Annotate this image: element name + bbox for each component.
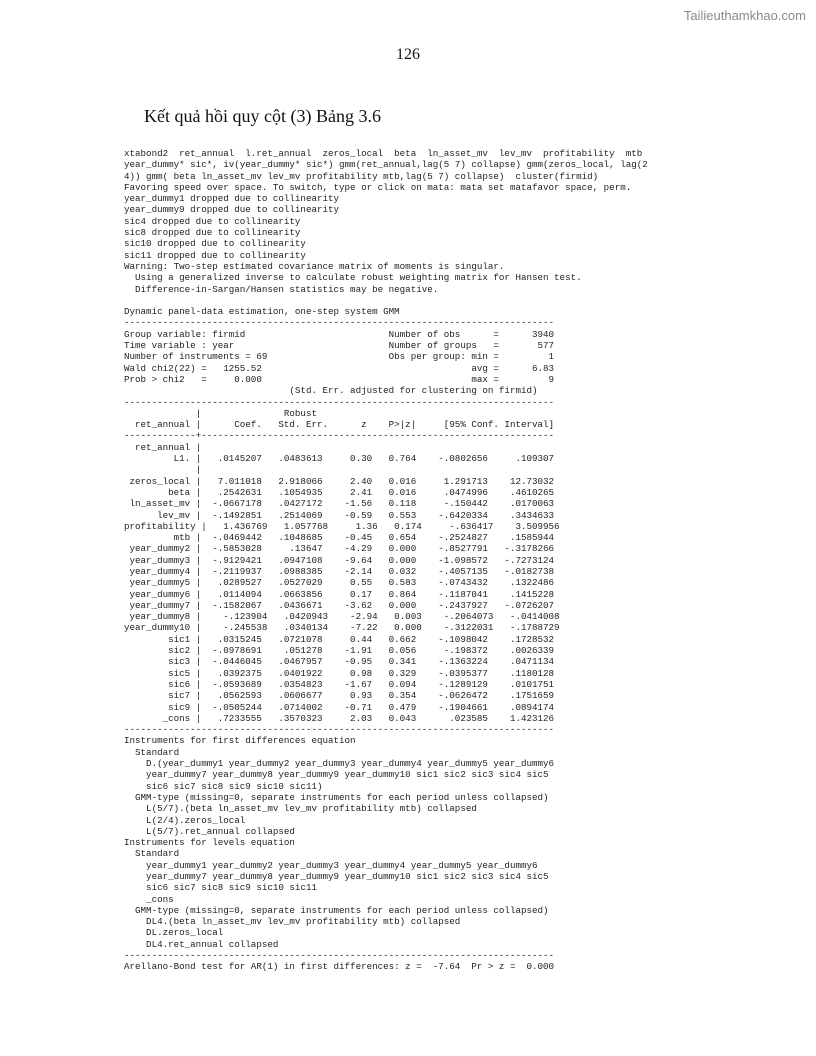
output-line: year_dummy1 dropped due to collinearity [124, 193, 340, 205]
output-line: year_dummy6 | .0114094 .0663856 0.17 0.864 -.1187041 .1415228 [124, 588, 555, 600]
output-line: sic10 dropped due to collinearity [124, 238, 306, 250]
output-line: sic6 | -.0593689 .0354823 -1.67 0.094 -.1289129 .0101751 [124, 678, 555, 690]
output-line: (Std. Err. adjusted for clustering on firmid) [124, 385, 538, 397]
output-line: lev_mv | -.1492851 .2514069 -0.59 0.553 -.6420334 .3434633 [124, 509, 555, 521]
output-line: year_dummy7 year_dummy8 year_dummy9 year_dummy10 sic1 sic2 sic3 sic4 sic5 [124, 769, 549, 781]
output-line: year_dummy8 | -.123904 .0420943 -2.94 0.003 -.2064073 -.0414008 [124, 611, 560, 623]
output-line: mtb | -.0469442 .1048685 -0.45 0.654 -.2524827 .1585944 [124, 532, 555, 544]
output-line: Standard [124, 746, 180, 758]
output-line: Time variable : year Number of groups = 577 [124, 340, 555, 352]
output-line: DL.zeros_local [124, 927, 224, 939]
output-line: -------------+---------------------------------------------------------------- [124, 430, 555, 442]
output-line: year_dummy5 | .0289527 .0527029 0.55 0.583 -.0743432 .1322486 [124, 577, 555, 589]
output-line: sic6 sic7 sic8 sic9 sic10 sic11 [124, 882, 317, 894]
output-line: year_dummy9 dropped due to collinearity [124, 204, 340, 216]
output-line [124, 295, 604, 306]
output-line: GMM-type (missing=0, separate instruments for each period unless collapsed) [124, 791, 549, 803]
output-line: sic1 | .0315245 .0721078 0.44 0.662 -.1098042 .1728532 [124, 633, 555, 645]
output-line: sic8 dropped due to collinearity [124, 227, 301, 239]
watermark: Tailieuthamkhao.com [683, 8, 806, 23]
output-line: ------------------------------------------------------------------------------ [124, 317, 555, 329]
output-line: GMM-type (missing=0, separate instruments for each period unless collapsed) [124, 904, 549, 916]
output-line: Dynamic panel-data estimation, one-step system GMM [124, 306, 400, 318]
output-line: year_dummy* sic*, iv(year_dummy* sic*) gmm(ret_annual,lag(5 7) collapse) gmm(zeros_local, lag(2 [124, 159, 648, 171]
output-line: year_dummy4 | -.2119937 .0988385 -2.14 0.032 -.4057135 -.0182738 [124, 565, 555, 577]
output-line: year_dummy2 | -.5853028 .13647 -4.29 0.000 -.8527791 -.3178266 [124, 543, 555, 555]
stata-output [124, 148, 648, 973]
output-line: xtabond2 ret_annual l.ret_annual zeros_local beta ln_asset_mv lev_mv profitability mtb [124, 148, 643, 159]
output-line: Prob > chi2 = 0.000 max = 9 [124, 373, 555, 385]
page-number: 126 [396, 46, 420, 63]
output-line: ------------------------------------------------------------------------------ [124, 724, 555, 736]
output-line: Instruments for levels equation [124, 837, 295, 849]
output-line: year_dummy7 year_dummy8 year_dummy9 year_dummy10 sic1 sic2 sic3 sic4 sic5 [124, 871, 549, 882]
output-line: 4)) gmm( beta ln_asset_mv lev_mv profitability mtb,lag(5 7) collapse) cluster(firmid) [124, 170, 599, 182]
output-line: Difference-in-Sargan/Hansen statistics may be negative. [124, 283, 439, 295]
output-line: D.(year_dummy1 year_dummy2 year_dummy3 year_dummy4 year_dummy5 year_dummy6 [124, 758, 555, 770]
output-line: sic6 sic7 sic8 sic9 sic10 sic11) [124, 780, 323, 792]
output-line: ln_asset_mv | -.0667178 .0427172 -1.56 0.118 -.150442 .0170063 [124, 498, 555, 510]
output-line: _cons [124, 893, 174, 905]
output-line: ret_annual | [124, 441, 202, 453]
output-line: sic7 | .0562593 .0606677 0.93 0.354 -.0626472 .1751659 [124, 690, 555, 702]
output-line: DL4.(beta ln_asset_mv lev_mv profitability mtb) collapsed [124, 916, 461, 928]
output-line: DL4.ret_annual collapsed [124, 938, 279, 950]
output-line: _cons | .7233555 .3570323 2.03 0.043 .023585 1.423126 [124, 712, 555, 724]
output-line: sic4 dropped due to collinearity [124, 215, 301, 227]
output-line: L1. | .0145207 .0483613 0.30 0.764 -.0802656 .109307 [124, 453, 555, 465]
output-line: Arellano-Bond test for AR(1) in first differences: z = -7.64 Pr > z = 0.000 [124, 961, 555, 973]
output-line: ------------------------------------------------------------------------------ [124, 396, 555, 408]
output-line: | [124, 464, 202, 476]
output-line: sic5 | .0392375 .0401922 0.98 0.329 -.0395377 .1180128 [124, 667, 555, 679]
output-line: Group variable: firmid Number of obs = 3940 [124, 328, 555, 340]
output-line: | Robust [124, 407, 317, 419]
output-line: profitability | 1.436769 1.057768 1.36 0.174 -.636417 3.509956 [124, 520, 560, 532]
output-line: Favoring speed over space. To switch, type or click on mata: mata set matafavor space, perm. [124, 181, 632, 193]
output-line: year_dummy10 | -.245538 .0340134 -7.22 0.000 -.3122031 -.1788729 [124, 622, 560, 634]
section-title: Kết quả hồi quy cột (3) Bảng 3.6 [144, 106, 381, 126]
output-line: Standard [124, 848, 180, 860]
output-line: ------------------------------------------------------------------------------ [124, 950, 555, 962]
output-line: L(2/4).zeros_local [124, 814, 246, 826]
output-line: Warning: Two-step estimated covariance matrix of moments is singular. [124, 260, 505, 272]
output-line: sic11 dropped due to collinearity [124, 249, 306, 261]
output-line: beta | .2542631 .1054935 2.41 0.016 .0474996 .4610265 [124, 486, 555, 498]
output-line: sic3 | -.0446045 .0467957 -0.95 0.341 -.1363224 .0471134 [124, 656, 555, 668]
output-line: year_dummy3 | -.9129421 .0947108 -9.64 0.000 -1.098572 -.7273124 [124, 554, 555, 566]
output-line: year_dummy7 | -.1582067 .0436671 -3.62 0.000 -.2437927 -.0726207 [124, 599, 555, 611]
output-line: sic9 | -.0505244 .0714002 -0.71 0.479 -.1904661 .0894174 [124, 701, 555, 713]
output-line: Wald chi2(22) = 1255.52 avg = 6.83 [124, 362, 555, 374]
output-line: zeros_local | 7.011018 2.918066 2.40 0.016 1.291713 12.73032 [124, 475, 555, 487]
output-line: L(5/7).ret_annual collapsed [124, 825, 295, 837]
output-line: Instruments for first differences equation [124, 735, 356, 747]
output-line: year_dummy1 year_dummy2 year_dummy3 year_dummy4 year_dummy5 year_dummy6 [124, 859, 538, 871]
output-line: Using a generalized inverse to calculate robust weighting matrix for Hansen test. [124, 272, 582, 284]
output-line: ret_annual | Coef. Std. Err. z P>|z| [95% Conf. Interval] [124, 419, 555, 431]
output-line: Number of instruments = 69 Obs per group: min = 1 [124, 351, 555, 363]
output-line: sic2 | -.0978691 .051278 -1.91 0.056 -.198372 .0026339 [124, 645, 555, 657]
output-line: L(5/7).(beta ln_asset_mv lev_mv profitability mtb) collapsed [124, 803, 477, 815]
